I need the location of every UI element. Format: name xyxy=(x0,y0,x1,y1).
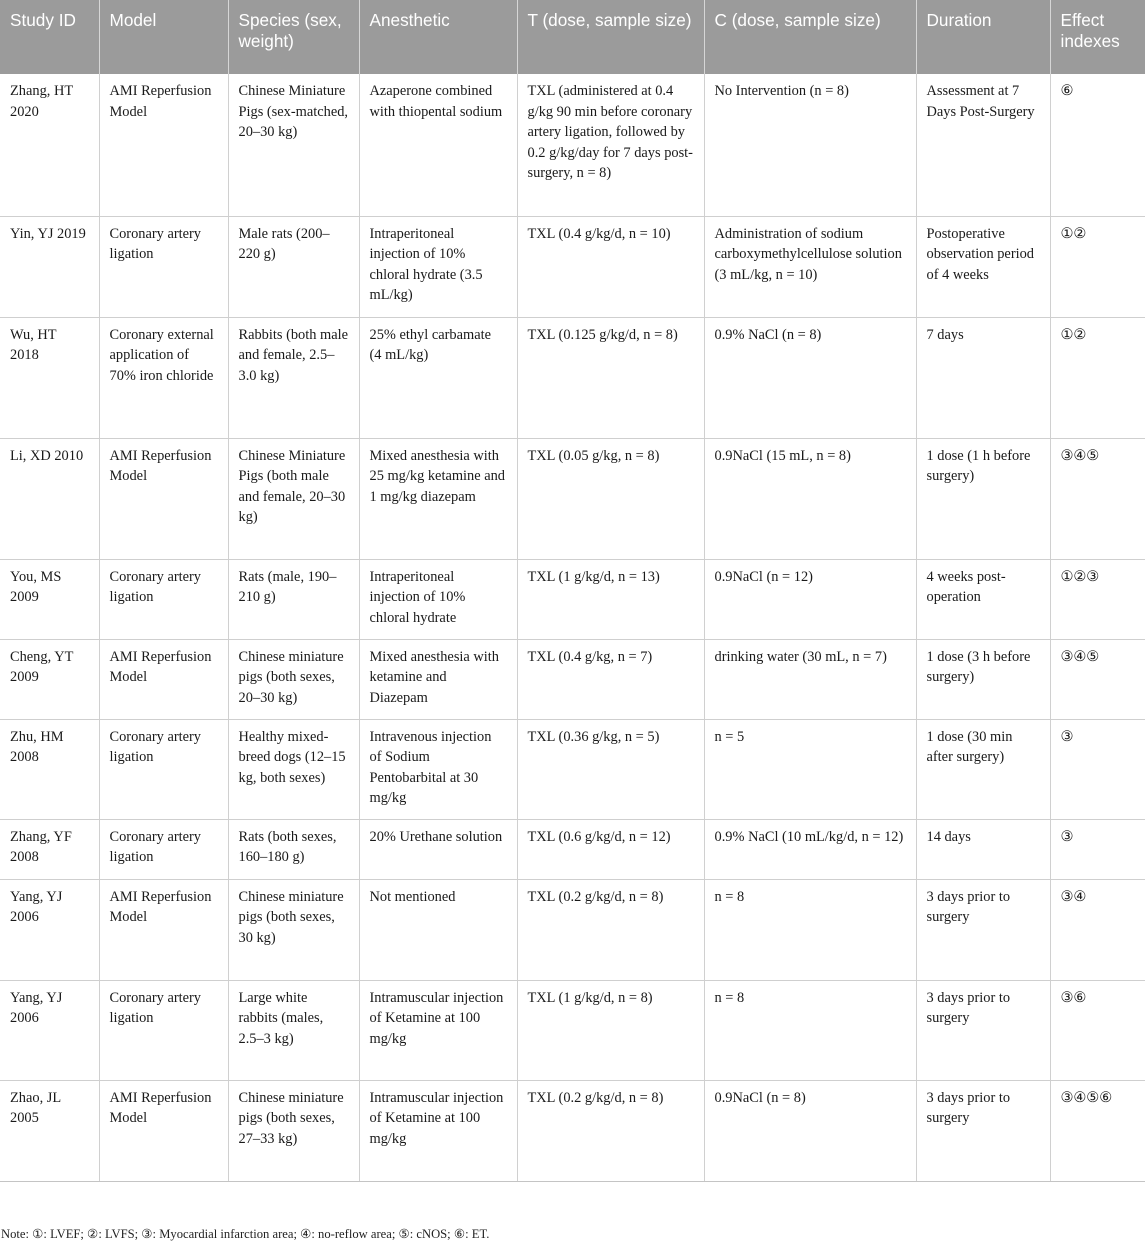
treatment-cell: TXL (0.05 g/kg, n = 8) xyxy=(517,438,704,559)
model-cell: Coronary artery ligation xyxy=(99,559,228,639)
anesthetic-cell: Azaperone combined with thiopental sodium xyxy=(359,74,517,216)
header-anesthetic: Anesthetic xyxy=(359,0,517,74)
effect-indexes-cell: ③ xyxy=(1050,819,1145,879)
duration-cell: 1 dose (30 min after surgery) xyxy=(916,719,1050,819)
model-cell: AMI Reperfusion Model xyxy=(99,879,228,980)
effect-indexes-cell: ⑥ xyxy=(1050,74,1145,216)
duration-cell: 14 days xyxy=(916,819,1050,879)
table-row xyxy=(0,1080,1145,1181)
species-cell: Rats (male, 190–210 g) xyxy=(228,559,359,639)
study-id-cell: Yang, YJ 2006 xyxy=(0,980,99,1080)
species-cell: Chinese miniature pigs (both sexes, 20–30 kg) xyxy=(228,639,359,719)
species-cell: Chinese Miniature Pigs (both male and female, 20–30 kg) xyxy=(228,438,359,559)
table-row xyxy=(0,719,1145,819)
anesthetic-cell: Intraperitoneal injection of 10% chloral hydrate xyxy=(359,559,517,639)
species-cell: Chinese miniature pigs (both sexes, 27–33 kg) xyxy=(228,1080,359,1181)
model-cell: AMI Reperfusion Model xyxy=(99,438,228,559)
study-id-cell: Zhang, YF 2008 xyxy=(0,819,99,879)
model-cell: Coronary external application of 70% iron chloride xyxy=(99,317,228,438)
model-cell: Coronary artery ligation xyxy=(99,719,228,819)
anesthetic-cell: Not mentioned xyxy=(359,879,517,980)
species-cell: Healthy mixed-breed dogs (12–15 kg, both sexes) xyxy=(228,719,359,819)
table-row xyxy=(0,559,1145,639)
anesthetic-cell: Intravenous injection of Sodium Pentobarbital at 30 mg/kg xyxy=(359,719,517,819)
treatment-cell: TXL (0.2 g/kg/d, n = 8) xyxy=(517,1080,704,1181)
table-row xyxy=(0,74,1145,216)
study-id-cell: Li, XD 2010 xyxy=(0,438,99,559)
treatment-cell: TXL (0.4 g/kg, n = 7) xyxy=(517,639,704,719)
duration-cell: 3 days prior to surgery xyxy=(916,980,1050,1080)
header-treatment: T (dose, sample size) xyxy=(517,0,704,74)
model-cell: Coronary artery ligation xyxy=(99,980,228,1080)
header-effect-indexes: Effect indexes xyxy=(1050,0,1145,74)
header-study-id: Study ID xyxy=(0,0,99,74)
table-note: Note: ①: LVEF; ②: LVFS; ③: Myocardial infarction area; ④: no-reflow area; ⑤: cNOS; ⑥: ET. xyxy=(1,1227,490,1241)
anesthetic-cell: Mixed anesthesia with ketamine and Diazepam xyxy=(359,639,517,719)
table-header xyxy=(0,0,1145,74)
duration-cell: 7 days xyxy=(916,317,1050,438)
effect-indexes-cell: ①② xyxy=(1050,317,1145,438)
header-control: C (dose, sample size) xyxy=(704,0,916,74)
species-cell: Chinese miniature pigs (both sexes, 30 kg) xyxy=(228,879,359,980)
table-row xyxy=(0,980,1145,1080)
treatment-cell: TXL (0.4 g/kg/d, n = 10) xyxy=(517,216,704,317)
species-cell: Male rats (200–220 g) xyxy=(228,216,359,317)
treatment-cell: TXL (0.125 g/kg/d, n = 8) xyxy=(517,317,704,438)
control-cell: n = 5 xyxy=(704,719,916,819)
table-row xyxy=(0,879,1145,980)
model-cell: AMI Reperfusion Model xyxy=(99,74,228,216)
study-id-cell: Zhu, HM 2008 xyxy=(0,719,99,819)
control-cell: 0.9NaCl (n = 8) xyxy=(704,1080,916,1181)
model-cell: Coronary artery ligation xyxy=(99,216,228,317)
effect-indexes-cell: ③④⑤ xyxy=(1050,639,1145,719)
duration-cell: 1 dose (1 h before surgery) xyxy=(916,438,1050,559)
header-row xyxy=(0,0,1145,74)
anesthetic-cell: Intramuscular injection of Ketamine at 100 mg/kg xyxy=(359,1080,517,1181)
species-cell: Rabbits (both male and female, 2.5–3.0 kg) xyxy=(228,317,359,438)
table-row xyxy=(0,216,1145,317)
duration-cell: 3 days prior to surgery xyxy=(916,1080,1050,1181)
effect-indexes-cell: ①②③ xyxy=(1050,559,1145,639)
treatment-cell: TXL (1 g/kg/d, n = 8) xyxy=(517,980,704,1080)
anesthetic-cell: Intraperitoneal injection of 10% chloral hydrate (3.5 mL/kg) xyxy=(359,216,517,317)
control-cell: 0.9NaCl (15 mL, n = 8) xyxy=(704,438,916,559)
anesthetic-cell: Mixed anesthesia with 25 mg/kg ketamine and 1 mg/kg diazepam xyxy=(359,438,517,559)
control-cell: No Intervention (n = 8) xyxy=(704,74,916,216)
control-cell: 0.9% NaCl (n = 8) xyxy=(704,317,916,438)
table-row xyxy=(0,317,1145,438)
control-cell: 0.9% NaCl (10 mL/kg/d, n = 12) xyxy=(704,819,916,879)
duration-cell: 3 days prior to surgery xyxy=(916,879,1050,980)
duration-cell: Assessment at 7 Days Post-Surgery xyxy=(916,74,1050,216)
anesthetic-cell: 25% ethyl carbamate (4 mL/kg) xyxy=(359,317,517,438)
treatment-cell: TXL (1 g/kg/d, n = 13) xyxy=(517,559,704,639)
effect-indexes-cell: ③④ xyxy=(1050,879,1145,980)
anesthetic-cell: 20% Urethane solution xyxy=(359,819,517,879)
study-id-cell: Zhang, HT 2020 xyxy=(0,74,99,216)
duration-cell: 4 weeks post-operation xyxy=(916,559,1050,639)
table-row xyxy=(0,639,1145,719)
species-cell: Rats (both sexes, 160–180 g) xyxy=(228,819,359,879)
control-cell: Administration of sodium carboxymethylcellulose solution (3 mL/kg, n = 10) xyxy=(704,216,916,317)
duration-cell: Postoperative observation period of 4 weeks xyxy=(916,216,1050,317)
species-cell: Large white rabbits (males, 2.5–3 kg) xyxy=(228,980,359,1080)
effect-indexes-cell: ③⑥ xyxy=(1050,980,1145,1080)
study-id-cell: Cheng, YT 2009 xyxy=(0,639,99,719)
treatment-cell: TXL (0.2 g/kg/d, n = 8) xyxy=(517,879,704,980)
effect-indexes-cell: ①② xyxy=(1050,216,1145,317)
effect-indexes-cell: ③④⑤⑥ xyxy=(1050,1080,1145,1181)
anesthetic-cell: Intramuscular injection of Ketamine at 100 mg/kg xyxy=(359,980,517,1080)
study-id-cell: Wu, HT 2018 xyxy=(0,317,99,438)
table-row xyxy=(0,819,1145,879)
header-species: Species (sex, weight) xyxy=(228,0,359,74)
treatment-cell: TXL (administered at 0.4 g/kg 90 min before coronary artery ligation, followed by 0.2 g/kg/day for 7 days post-surgery, n = 8) xyxy=(517,74,704,216)
control-cell: 0.9NaCl (n = 12) xyxy=(704,559,916,639)
study-id-cell: Yin, YJ 2019 xyxy=(0,216,99,317)
table-row xyxy=(0,438,1145,559)
effect-indexes-cell: ③ xyxy=(1050,719,1145,819)
effect-indexes-cell: ③④⑤ xyxy=(1050,438,1145,559)
control-cell: n = 8 xyxy=(704,879,916,980)
study-id-cell: You, MS 2009 xyxy=(0,559,99,639)
study-id-cell: Yang, YJ 2006 xyxy=(0,879,99,980)
model-cell: Coronary artery ligation xyxy=(99,819,228,879)
treatment-cell: TXL (0.36 g/kg, n = 5) xyxy=(517,719,704,819)
duration-cell: 1 dose (3 h before surgery) xyxy=(916,639,1050,719)
header-model: Model xyxy=(99,0,228,74)
model-cell: AMI Reperfusion Model xyxy=(99,1080,228,1181)
species-cell: Chinese Miniature Pigs (sex-matched, 20–30 kg) xyxy=(228,74,359,216)
model-cell: AMI Reperfusion Model xyxy=(99,639,228,719)
control-cell: drinking water (30 mL, n = 7) xyxy=(704,639,916,719)
treatment-cell: TXL (0.6 g/kg/d, n = 12) xyxy=(517,819,704,879)
control-cell: n = 8 xyxy=(704,980,916,1080)
header-duration: Duration xyxy=(916,0,1050,74)
table-body xyxy=(0,74,1145,1181)
study-id-cell: Zhao, JL 2005 xyxy=(0,1080,99,1181)
